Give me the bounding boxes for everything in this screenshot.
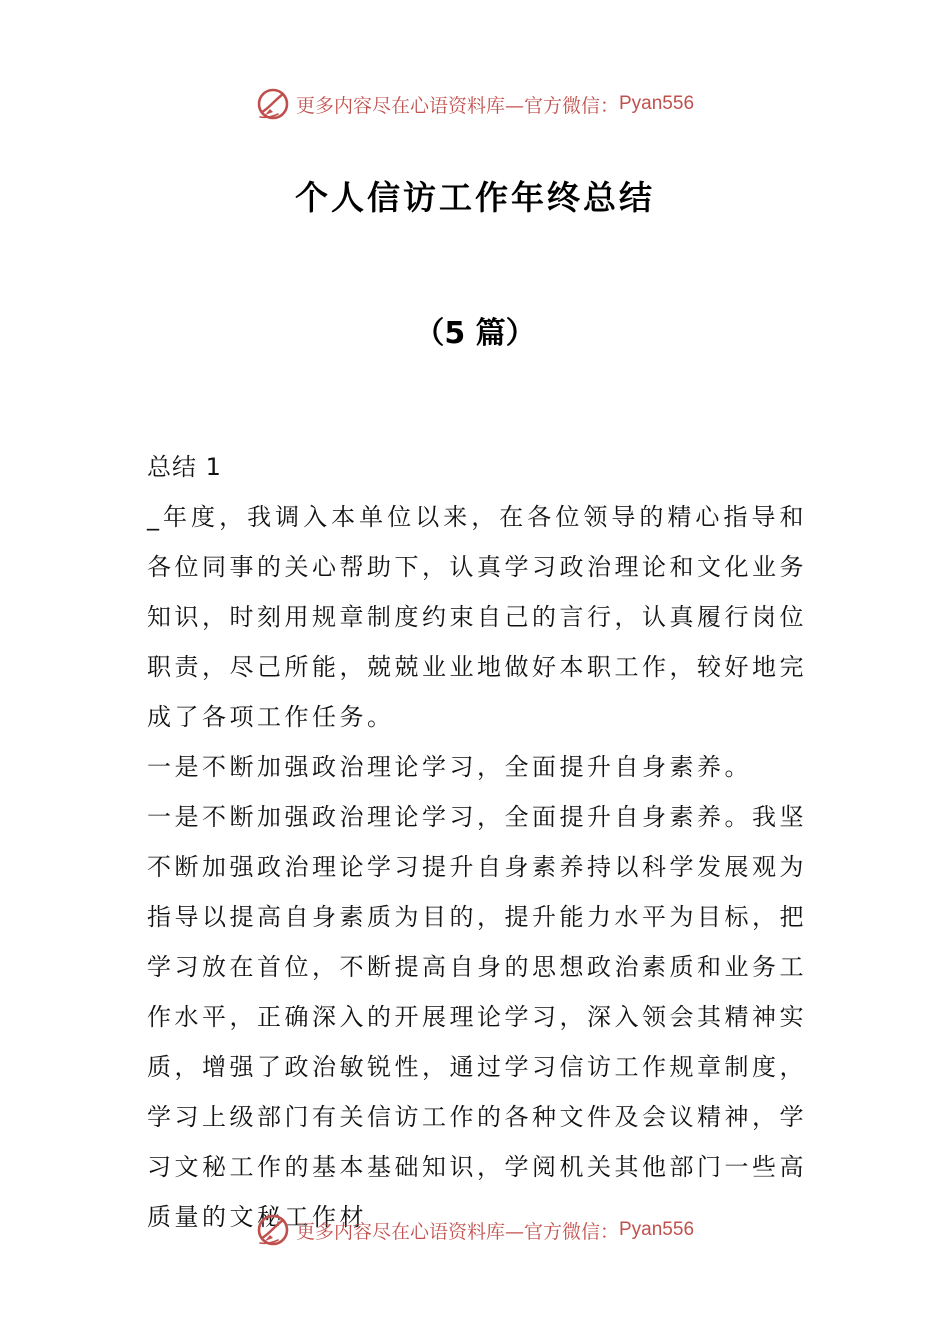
pen-circle-logo-icon — [256, 87, 290, 121]
document-subtitle: （5 篇） — [414, 316, 536, 351]
footer-banner — [0, 1210, 950, 1250]
document-body — [147, 442, 807, 1242]
document-title: 个人信访工作年终总结 — [295, 178, 655, 217]
paragraph-1: _年度，我调入本单位以来，在各位领导的精心指导和各位同事的关心帮助下，认真学习政治理论和文化业务知识，时刻用规章制度约束自己的言行，认真履行岗位职责，尽己所能，兢兢业业地做好本职工作，较好地完成了各项工作任务。 — [147, 503, 807, 731]
footer-banner-text: 更多内容尽在心语资料库—官方微信： — [295, 1220, 619, 1243]
paragraph-2: 一是不断加强政治理论学习，全面提升自身素养。 — [147, 753, 752, 781]
pen-circle-logo-icon — [256, 1213, 290, 1247]
banner-wechat-id: Pyan556 — [619, 93, 695, 114]
paragraph-3: 一是不断加强政治理论学习，全面提升自身素养。我坚不断加强政治理论学习提升自身素养持以科学发展观为指导以提高自身素质为目的，提升能力水平为目标，把学习放在首位，不断提高自身的思想政治素质和业务工作水平，正确深入的开展理论学习，深入领会其精神实质，增强了政治敏锐性，通过学习信访工作规章制度，学习上级部门有关信访工作的各种文件及会议精神，学习文秘工作的基本基础知识，学阅机关其他部门一些高质量的文秘工作材 — [147, 803, 807, 1231]
section-heading: 总结 1 — [147, 453, 222, 481]
banner-text: 更多内容尽在心语资料库—官方微信： — [295, 94, 619, 117]
footer-banner-wechat-id: Pyan556 — [619, 1219, 695, 1240]
header-banner — [0, 84, 950, 124]
